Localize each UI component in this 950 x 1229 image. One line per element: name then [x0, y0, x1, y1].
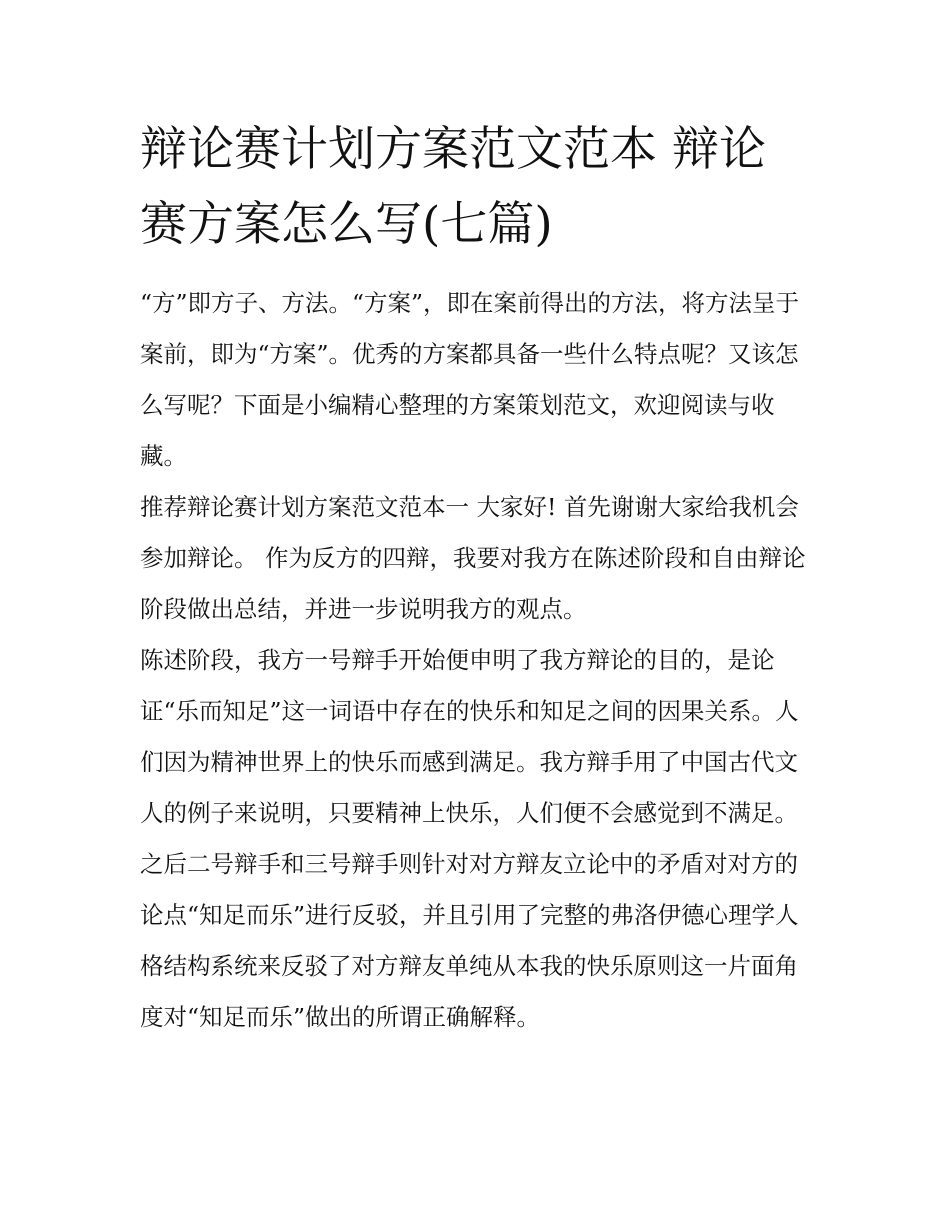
paragraph-rebuttal: 之后二号辩手和三号辩手则针对对方辩友立论中的矛盾对对方的论点“知足而乐”进行反驳，并且引用了完整的弗洛伊德心理学人格结构系统来反驳了对方辩友单纯从本我的快乐原则这一片面角度对“知足而乐”做出的所谓正确解释。: [140, 850, 799, 1031]
paragraph-statement-stage: 陈述阶段，我方一号辩手开始便申明了我方辩论的目的，是论证“乐而知足”这一词语中存在的快乐和知足之间的因果关系。人们因为精神世界上的快乐而感到满足。我方辩手用了中国古代文人的例子来说明，只要精神上快乐，人们便不会感觉到不满足。: [140, 646, 799, 827]
paragraph-recommend: 推荐辩论赛计划方案范文范本一 大家好! 首先谢谢大家给我机会参加辩论。 作为反方的四辩，我要对我方在陈述阶段和自由辩论阶段做出总结，并进一步说明我方的观点。: [140, 493, 806, 623]
document-page: [140, 112, 812, 1043]
paragraph-intro: “方”即方子、方法。“方案”，即在案前得出的方法，将方法呈于案前，即为“方案”。优秀的方案都具备一些什么特点呢？又该怎么写呢？下面是小编精心整理的方案策划范文，欢迎阅读与收藏。: [140, 289, 800, 470]
document-title: 辩论赛计划方案范文范本 辩论赛方案怎么写(七篇): [140, 122, 766, 252]
